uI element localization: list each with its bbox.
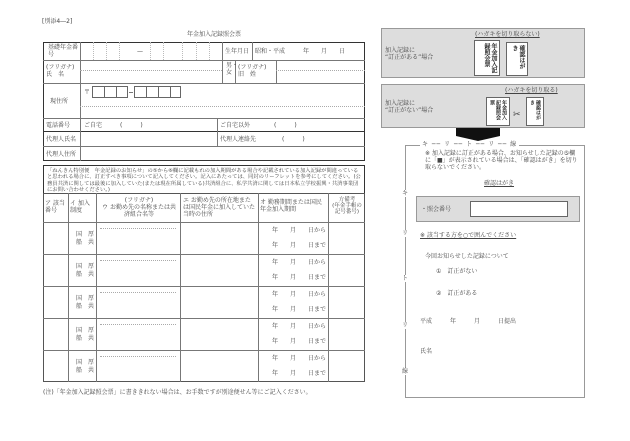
- case2-caption: (ハガキを切り取る): [505, 87, 558, 94]
- record-row-number[interactable]: [44, 351, 67, 381]
- side-cut-char: 線: [402, 368, 409, 375]
- about-label: 今回お知らせした記録について: [425, 253, 509, 260]
- phone-other-input[interactable]: ご自宅以外 ( ): [220, 122, 297, 129]
- record-row-number[interactable]: [44, 287, 67, 317]
- ref-no-input[interactable]: [470, 201, 568, 217]
- record-row-system[interactable]: 国 厚 船 共: [76, 327, 95, 342]
- record-row-system[interactable]: 国 厚 船 共: [76, 359, 95, 374]
- postal-code-first[interactable]: [92, 86, 128, 98]
- record-row-system[interactable]: 国 厚 船 共: [76, 231, 95, 246]
- record-row-to[interactable]: 年 月 日まで: [272, 338, 327, 345]
- record-row-employer[interactable]: [97, 319, 179, 349]
- form-card-small: 年金加入記録照会票: [486, 97, 510, 126]
- cut-note: ※ 加入記録に訂正がある場合、お知らせした記録の⑤欄に「■」が表示されている場合は、「確認はがき」を切り取らないでください。: [425, 150, 578, 171]
- record-row-to[interactable]: 年 月 日まで: [272, 306, 327, 313]
- col-header-employer: (フリガナ) ウ お勤め先の名称または共済組合名等: [102, 197, 176, 218]
- pension-no-label: 基礎年金番号: [48, 44, 79, 58]
- side-cut-char: リ: [402, 230, 409, 237]
- case2-label: 加入記録に “訂正がない”場合: [385, 100, 434, 114]
- agent-address-input[interactable]: [81, 147, 364, 160]
- pension-no-dash: —: [137, 48, 143, 55]
- address-label: 現住所: [50, 98, 69, 105]
- record-row-location[interactable]: [181, 287, 257, 317]
- sex-select[interactable]: 男・女: [226, 62, 239, 76]
- agent-contact-input[interactable]: ( ): [282, 136, 305, 143]
- old-name-input[interactable]: [277, 61, 364, 82]
- form-id: [別添4―2]: [42, 18, 73, 25]
- agent-name-label: 代理人氏名: [46, 136, 77, 143]
- name-input[interactable]: [81, 61, 221, 82]
- record-row-system[interactable]: 国 厚 船 共: [76, 295, 95, 310]
- record-row-employer[interactable]: [97, 287, 179, 317]
- circle-instruction: ※ 該当する方を○で囲んでください: [420, 232, 517, 239]
- record-row-location[interactable]: [181, 255, 257, 285]
- record-row-location[interactable]: [181, 223, 257, 253]
- record-row-to[interactable]: 年 月 日まで: [272, 274, 327, 281]
- record-row-from[interactable]: 年 月 日から: [272, 291, 327, 298]
- phone-label: 電話番号: [46, 122, 71, 129]
- record-row-number[interactable]: [44, 319, 67, 349]
- agent-contact-label: 代理人連絡先: [220, 136, 257, 143]
- notice-text: 「ねんきん特別便 年金記録のお知らせ」の⑤から⑥欄に記載もれの加入期間がある場合や記載されている加入記録が間違っていると思われる場合に、訂正すべき事項について記入してください。記入にあたっては、同封のリーフレットを参考にしてください。(公務員共済に関しては最後に加入していた(または現在所属している)共済組合に、私学共済に関しては日本私立学校振興・共済事業団にお問い合わせください。): [43, 165, 365, 194]
- record-row-remarks[interactable]: [329, 319, 364, 349]
- case1-label: 加入記録に “訂正がある”場合: [385, 47, 434, 61]
- side-cut-char: リ: [402, 322, 409, 329]
- side-cut-char: ト: [402, 275, 409, 282]
- address-input[interactable]: [81, 107, 364, 117]
- record-row-number[interactable]: [44, 255, 67, 285]
- postcard-name-label: 氏名: [420, 348, 433, 355]
- col-header-location: エ お勤め先の所在地または国民年金に加入していた当時の住所: [183, 197, 256, 218]
- record-row-from[interactable]: 年 月 日から: [272, 227, 327, 234]
- pension-no-input[interactable]: [81, 43, 221, 59]
- option-correction[interactable]: ② 訂正がある: [436, 290, 478, 297]
- option-no-correction[interactable]: ① 訂正がない: [436, 268, 478, 275]
- postcard-title: 確認はがき: [484, 180, 515, 187]
- agent-address-label: 代理人住所: [46, 151, 77, 158]
- record-row-system[interactable]: 国 厚 船 共: [76, 263, 95, 278]
- postal-mark: 〒: [84, 89, 91, 96]
- footnote: (注)「年金加入記録照会票」に書ききれない場合は、お手数ですが別途便せん等にご記入ください。: [43, 389, 312, 396]
- case1-caption: (ハガキを切り取らない): [475, 31, 540, 38]
- ref-no-label: ・照会番号: [421, 206, 452, 213]
- record-row-from[interactable]: 年 月 日から: [272, 355, 327, 362]
- phone-home-input[interactable]: ご自宅 ( ): [84, 122, 143, 129]
- birth-label: 生年月日: [225, 48, 250, 55]
- record-row-to[interactable]: 年 月 日まで: [272, 370, 327, 377]
- postcard-illustration: 確認はがき: [506, 42, 528, 76]
- postcard-small: 確認はがき: [526, 97, 544, 126]
- record-row-employer[interactable]: [97, 351, 179, 381]
- page-title: 年金加入記録照会票: [187, 31, 242, 38]
- col-header-number: ア 該当番号: [45, 200, 65, 214]
- col-header-period: オ 勤務期間または国民年金加入期間: [260, 199, 322, 213]
- side-cut-char: キ: [402, 190, 409, 197]
- col-header-remarks: 方備考 (年金手帳の記号番号): [332, 197, 362, 215]
- birth-input[interactable]: 昭和・平成 年 月 日: [255, 48, 346, 55]
- record-row-employer[interactable]: [97, 255, 179, 285]
- record-row-number[interactable]: [44, 223, 67, 253]
- form-card-illustration: 年金加入記録照会票: [474, 40, 500, 76]
- agent-name-input[interactable]: [81, 132, 216, 145]
- col-header-system: イ 加入制度: [70, 200, 90, 214]
- postal-code-second[interactable]: [134, 86, 181, 98]
- record-row-from[interactable]: 年 月 日から: [272, 259, 327, 266]
- record-row-remarks[interactable]: [329, 351, 364, 381]
- record-row-location[interactable]: [181, 351, 257, 381]
- record-row-location[interactable]: [181, 319, 257, 349]
- old-name-label: (フリガナ) 旧 姓: [238, 64, 267, 78]
- submit-date[interactable]: 平成 年 月 日提出: [420, 318, 517, 325]
- name-label: (フリガナ) 氏 名: [46, 64, 75, 78]
- record-row-from[interactable]: 年 月 日から: [272, 323, 327, 330]
- record-row-to[interactable]: 年 月 日まで: [272, 242, 327, 249]
- arrow-down-icon: [456, 128, 500, 136]
- scissors-icon: ✂: [513, 110, 521, 120]
- record-row-employer[interactable]: [97, 223, 179, 253]
- cut-line-label: キ ── リ ── ト ── リ ── 線: [422, 141, 518, 148]
- record-row-remarks[interactable]: [329, 287, 364, 317]
- record-row-remarks[interactable]: [329, 223, 364, 253]
- record-row-remarks[interactable]: [329, 255, 364, 285]
